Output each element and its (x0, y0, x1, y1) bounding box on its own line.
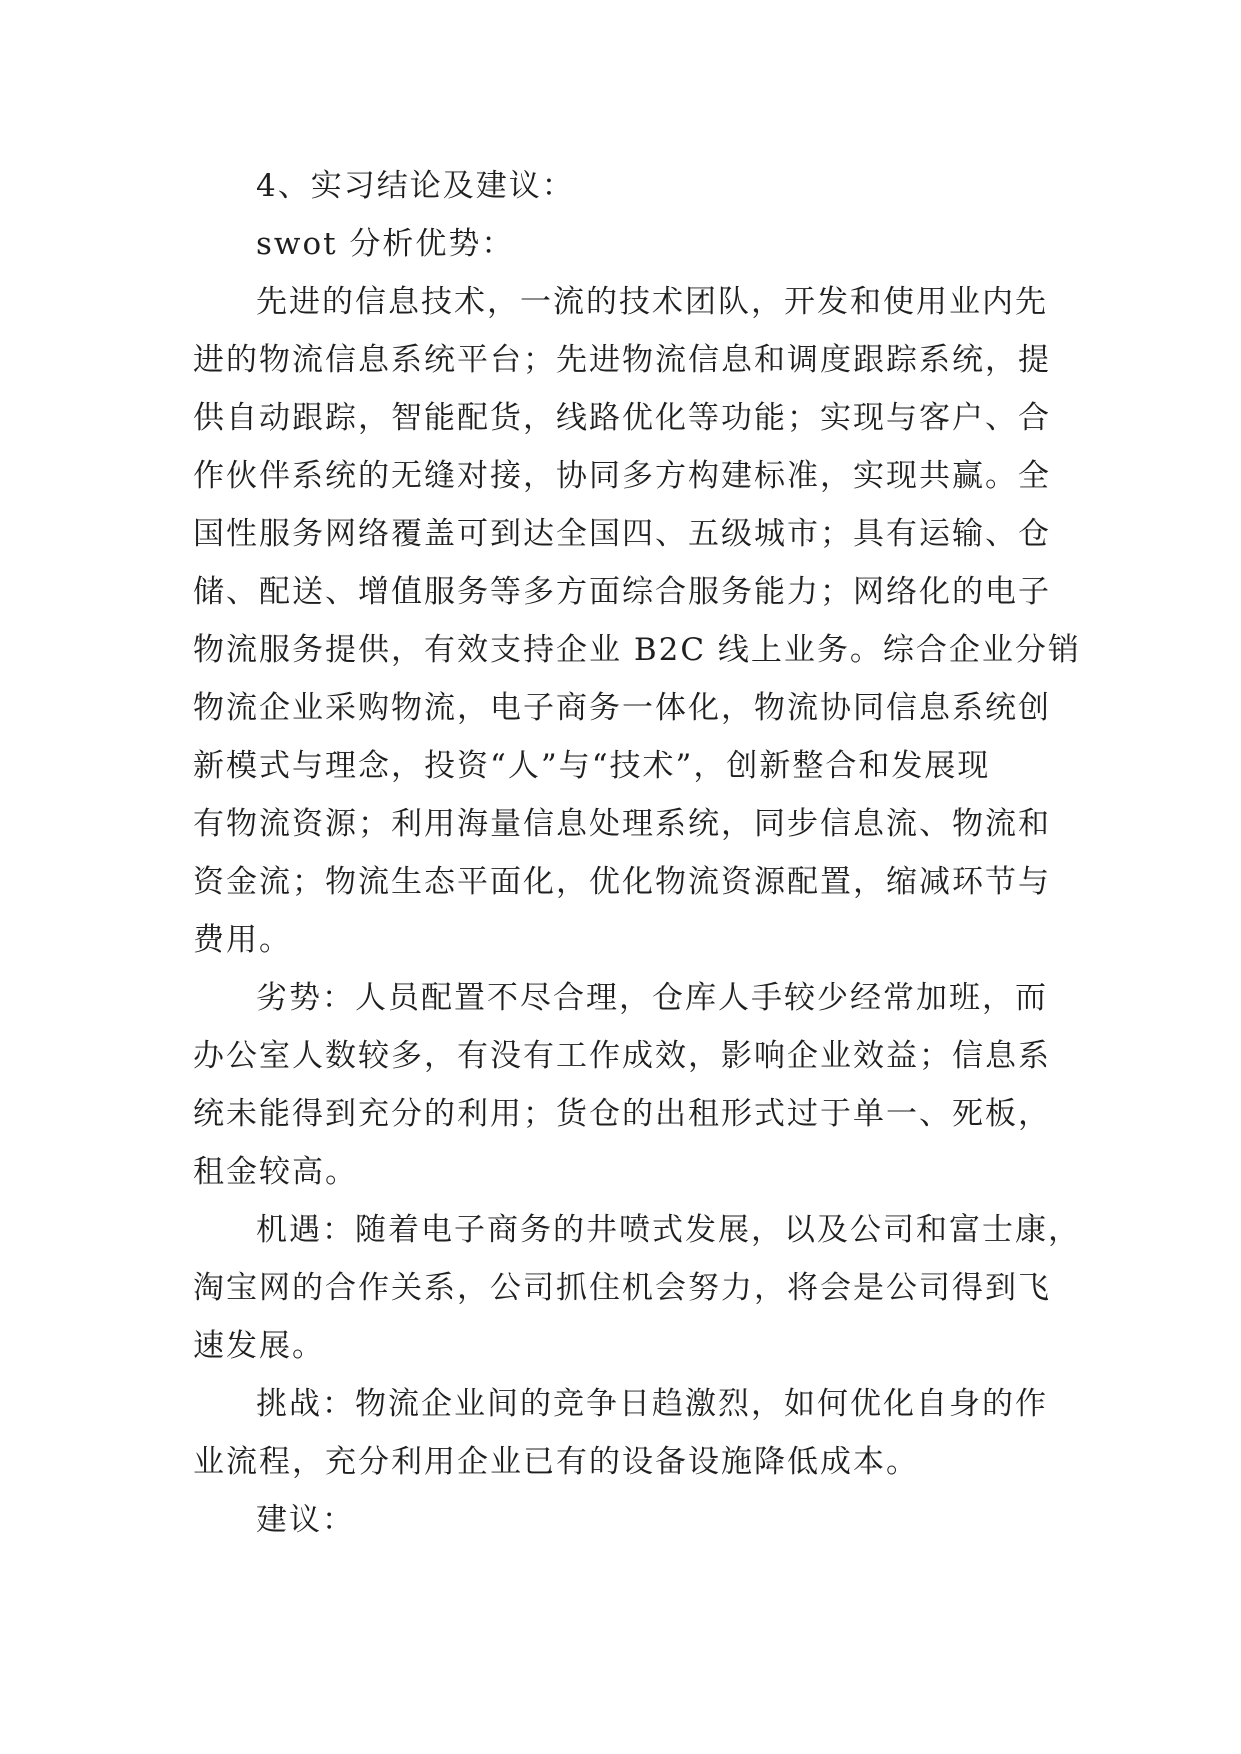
paragraph-line: 先进的信息技术，一流的技术团队，开发和使用业内先 (256, 284, 1048, 320)
swot-heading: swot 分析优势： (256, 226, 515, 262)
threats-paragraph (193, 1375, 1053, 1491)
paragraph-line: 进的物流信息系统平台；先进物流信息和调度跟踪系统，提 (193, 342, 1051, 378)
weaknesses-paragraph (193, 969, 1053, 1201)
strengths-paragraph (193, 273, 1081, 969)
paragraph-line: 物流服务提供，有效支持企业 B2C 线上业务。综合企业分销 (193, 632, 1081, 668)
suggestions-heading: 建议： (256, 1502, 355, 1538)
paragraph-line: 新模式与理念，投资“人”与“技术”，创新整合和发展现 (193, 748, 991, 784)
paragraph-line: 租金较高。 (193, 1154, 358, 1190)
paragraph-line: 作伙伴系统的无缝对接，协同多方构建标准，实现共赢。全 (193, 458, 1051, 494)
paragraph-line: 业流程，充分利用企业已有的设备设施降低成本。 (193, 1444, 919, 1480)
paragraph-line: 劣势：人员配置不尽合理，仓库人手较少经常加班，而 (256, 980, 1048, 1016)
section-heading: 4、实习结论及建议： (256, 168, 575, 204)
paragraph-line: 机遇：随着电子商务的井喷式发展，以及公司和富士康， (256, 1212, 1081, 1248)
paragraph-line: 速发展。 (193, 1328, 325, 1364)
document-body (193, 157, 1081, 1549)
paragraph-line: 供自动跟踪，智能配货，线路优化等功能；实现与客户、合 (193, 400, 1051, 436)
paragraph-line: 储、配送、增值服务等多方面综合服务能力；网络化的电子 (193, 574, 1051, 610)
paragraph-line: 资金流；物流生态平面化，优化物流资源配置，缩减环节与 (193, 864, 1051, 900)
paragraph-line: 办公室人数较多，有没有工作成效，影响企业效益；信息系 (193, 1038, 1051, 1074)
paragraph-line: 挑战：物流企业间的竞争日趋激烈，如何优化自身的作 (256, 1386, 1048, 1422)
paragraph-line: 有物流资源；利用海量信息处理系统，同步信息流、物流和 (193, 806, 1051, 842)
paragraph-line: 国性服务网络覆盖可到达全国四、五级城市；具有运输、仓 (193, 516, 1051, 552)
paragraph-line: 物流企业采购物流，电子商务一体化，物流协同信息系统创 (193, 690, 1051, 726)
paragraph-line: 统未能得到充分的利用；货仓的出租形式过于单一、死板， (193, 1096, 1051, 1132)
paragraph-line: 费用。 (193, 922, 292, 958)
opportunities-paragraph (193, 1201, 1081, 1375)
paragraph-line: 淘宝网的合作关系，公司抓住机会努力，将会是公司得到飞 (193, 1270, 1051, 1306)
